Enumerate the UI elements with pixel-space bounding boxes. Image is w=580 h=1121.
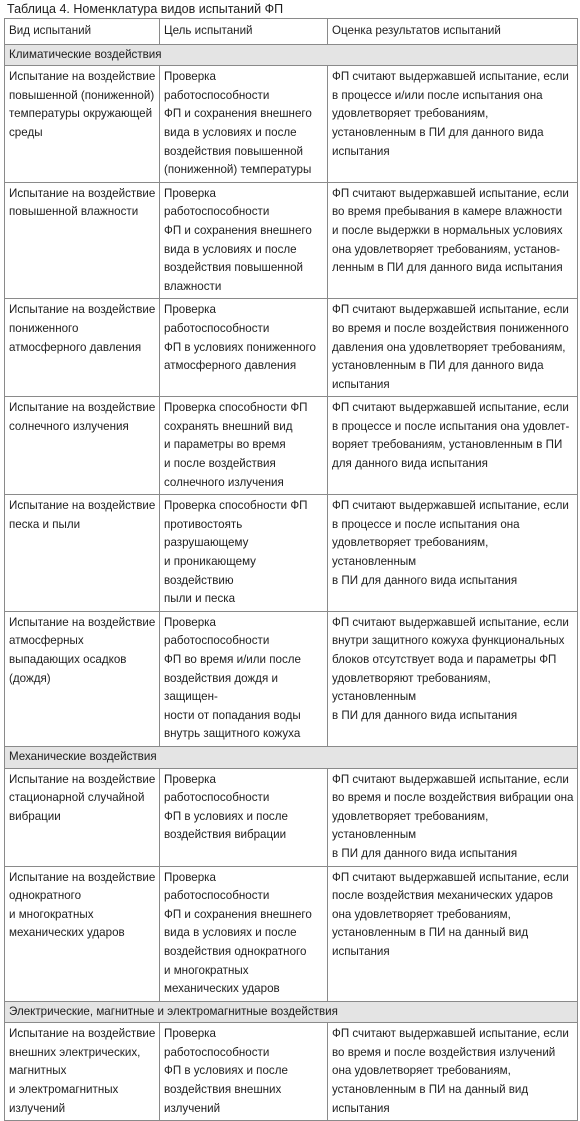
table-body bbox=[5, 19, 578, 1121]
cell-type bbox=[5, 397, 160, 495]
table-row bbox=[5, 611, 578, 746]
cell-text: Испытание на воздействие однократного и многократных механических ударов bbox=[9, 870, 156, 940]
cell-text: Испытание на воздействие атмосферных выпадающих осадков (дождя) bbox=[9, 615, 156, 685]
cell-type bbox=[5, 866, 160, 1001]
section-title: Электрические, магнитные и электромагнитные воздействия bbox=[5, 1001, 578, 1023]
table-row bbox=[5, 299, 578, 397]
cell-goal bbox=[160, 611, 328, 746]
cell-text: ФП считают выдержавшей испытание, если во время пребывания в камере влажности и после выдержки в нормальных условиях она удовлетворяет требованиям, установ- ленным в ПИ для данного вида испытания bbox=[332, 186, 569, 275]
cell-text: Испытание на воздействие повышенной влажности bbox=[9, 186, 156, 219]
cell-text: Проверка работоспособности ФП в условиях и после воздействия внешних излучений bbox=[164, 1027, 288, 1115]
cell-text: Проверка работоспособности ФП и сохранения внешнего вида в условиях и после воздействия повышенной (пониженной) температуры bbox=[164, 70, 312, 177]
section-title: Механические воздействия bbox=[5, 746, 578, 768]
cell-text: Проверка работоспособности ФП в условиях и после воздействия вибрации bbox=[164, 772, 288, 842]
table-row bbox=[5, 768, 578, 866]
cell-text: ФП считают выдержавшей испытание, если в процессе и после испытания она удовлетворяет требованиям, установленным в ПИ для данного вида испытания bbox=[332, 499, 569, 587]
cell-type bbox=[5, 1023, 160, 1121]
table-header-row bbox=[5, 19, 578, 45]
cell-type bbox=[5, 611, 160, 746]
column-header-goal: Цель испытаний bbox=[160, 19, 328, 45]
table-row bbox=[5, 182, 578, 299]
cell-text: Проверка работоспособности ФП и сохранения внешнего вида в условиях и после воздействия однократного и многократных механических ударов bbox=[164, 870, 312, 996]
cell-text: ФП считают выдержавшей испытание, если во время и после воздействия вибрации она удовлетворяет требованиям, установленным в ПИ для данного вида испытания bbox=[332, 772, 574, 860]
cell-text: ФП считают выдержавшей испытание, если после воздействия механических ударов она удовлетворяет требованиям, установленным в ПИ на данный вид испытания bbox=[332, 870, 569, 958]
cell-text: Проверка работоспособности ФП во время и/или после воздействия дождя и защищен- ности от попадания воды внутрь защитного кожуха bbox=[164, 615, 301, 741]
column-header-result: Оценка результатов испытаний bbox=[328, 19, 578, 45]
cell-result bbox=[328, 1023, 578, 1121]
cell-goal bbox=[160, 66, 328, 183]
section-row bbox=[5, 44, 578, 66]
cell-result bbox=[328, 495, 578, 612]
cell-type bbox=[5, 495, 160, 612]
table-row bbox=[5, 495, 578, 612]
section-row bbox=[5, 1001, 578, 1023]
cell-text: ФП считают выдержавшей испытание, если во время и после воздействия излучений она удовлетворяет требованиям, установленным в ПИ на данный вид испытания bbox=[332, 1027, 569, 1115]
cell-text: ФП считают выдержавшей испытание, если внутри защитного кожуха функциональных блоков отсутствует вода и параметры ФП удовлетворяют требованиям, установленным в ПИ для данного вида испытания bbox=[332, 615, 569, 722]
table-row bbox=[5, 866, 578, 1001]
cell-text: Испытание на воздействие пониженного атмосферного давления bbox=[9, 303, 156, 354]
cell-text: Испытание на воздействие солнечного излучения bbox=[9, 401, 156, 433]
cell-text: Испытание на воздействие песка и пыли bbox=[9, 499, 156, 531]
cell-text: Проверка работоспособности ФП и сохранения внешнего вида в условиях и после воздействия повышенной влажности bbox=[164, 186, 312, 293]
cell-result bbox=[328, 299, 578, 397]
test-nomenclature-table bbox=[4, 18, 578, 1121]
cell-text: Проверка работоспособности ФП в условиях пониженного атмосферного давления bbox=[164, 303, 316, 373]
cell-goal bbox=[160, 299, 328, 397]
cell-result bbox=[328, 768, 578, 866]
table-row bbox=[5, 397, 578, 495]
cell-type bbox=[5, 66, 160, 183]
column-header-type: Вид испытаний bbox=[5, 19, 160, 45]
cell-text: ФП считают выдержавшей испытание, если во время и после воздействия пониженного давления она удовлетворяет требованиям, установленным в ПИ для данного вида испытания bbox=[332, 303, 569, 391]
cell-type bbox=[5, 299, 160, 397]
cell-goal bbox=[160, 495, 328, 612]
cell-text: ФП считают выдержавшей испытание, если в процессе и после испытания она удовлет- воряет требованиям, установленным в ПИ для данного вида испытания bbox=[332, 401, 570, 471]
cell-goal bbox=[160, 1023, 328, 1121]
cell-result bbox=[328, 397, 578, 495]
section-title: Климатические воздействия bbox=[5, 44, 578, 66]
cell-goal bbox=[160, 182, 328, 299]
cell-result bbox=[328, 66, 578, 183]
cell-text: Испытание на воздействие повышенной (пониженной) температуры окружающей среды bbox=[9, 70, 156, 139]
cell-result bbox=[328, 182, 578, 299]
cell-result bbox=[328, 611, 578, 746]
table-caption: Таблица 4. Номенклатура видов испытаний ФП bbox=[7, 2, 284, 16]
cell-type bbox=[5, 768, 160, 866]
cell-goal bbox=[160, 768, 328, 866]
cell-type bbox=[5, 182, 160, 299]
cell-text: Проверка способности ФП противостоять разрушающему и проникающему воздействию пыли и песка bbox=[164, 499, 308, 606]
cell-result bbox=[328, 866, 578, 1001]
cell-text: Проверка способности ФП сохранять внешний вид и параметры во время и после воздействия солнечного излучения bbox=[164, 401, 308, 489]
cell-text: Испытание на воздействие стационарной случайной вибрации bbox=[9, 772, 156, 823]
section-row bbox=[5, 746, 578, 768]
table-row bbox=[5, 1023, 578, 1121]
cell-goal bbox=[160, 866, 328, 1001]
cell-text: Испытание на воздействие внешних электрических, магнитных и электромагнитных излучений bbox=[9, 1027, 156, 1115]
table-row bbox=[5, 66, 578, 183]
cell-goal bbox=[160, 397, 328, 495]
cell-text: ФП считают выдержавшей испытание, если в процессе и/или после испытания она удовлетворяет требованиям, установленным в ПИ для данного вида испытания bbox=[332, 70, 569, 158]
